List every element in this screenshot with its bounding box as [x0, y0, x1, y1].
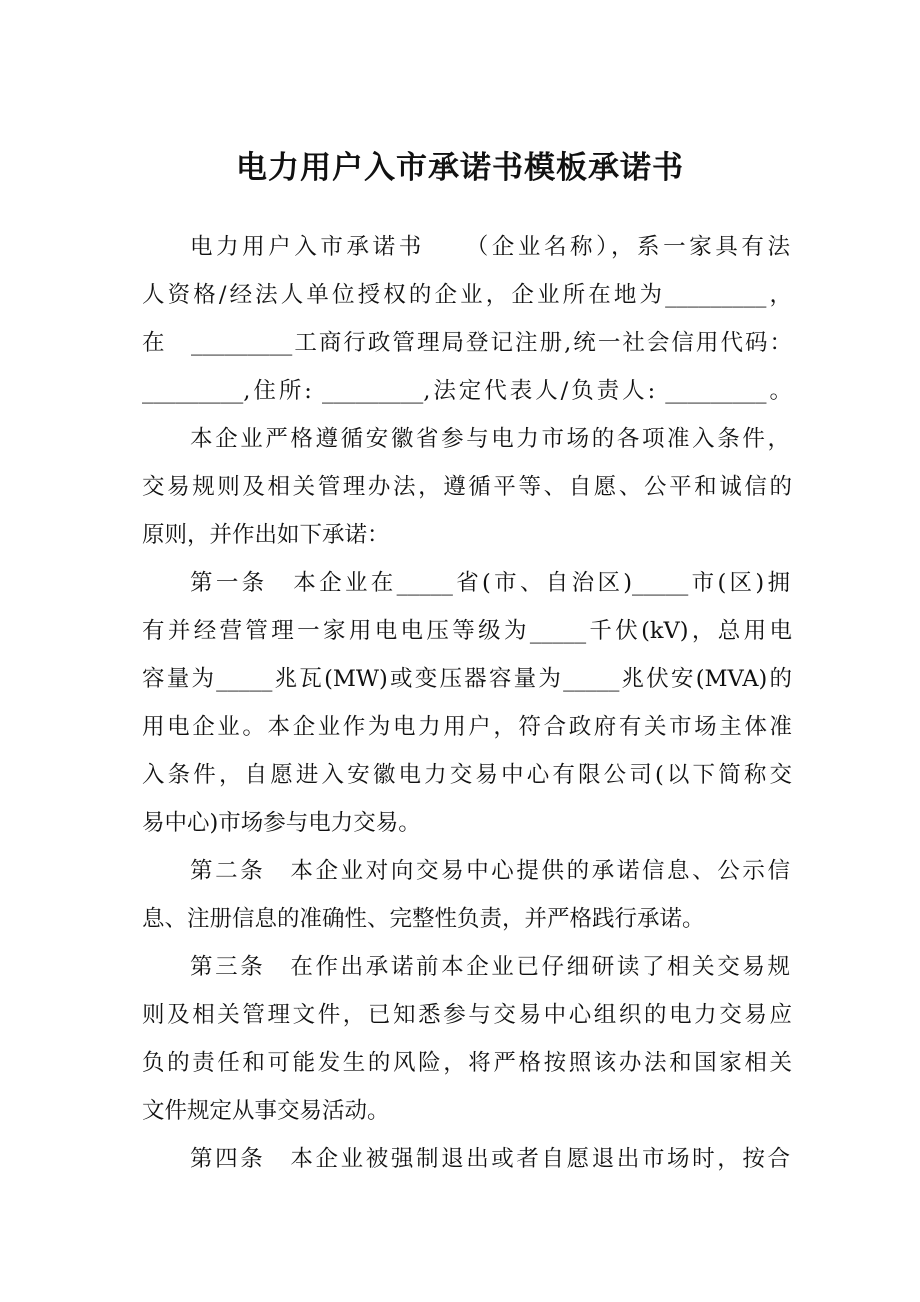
article-line: 容量为_____兆瓦(MW)或变压器容量为_____兆伏安(MVA)的	[142, 666, 792, 692]
article-line: 用电企业。本企业作为电力用户，符合政府有关市场主体准	[142, 714, 792, 740]
article-line: 第四条 本企业被强制退出或者自愿退出市场时，按合	[190, 1146, 790, 1172]
article-line: 第二条 本企业对向交易中心提供的承诺信息、公示信	[190, 858, 790, 884]
paragraph-line: 本企业严格遵循安徽省参与电力市场的各项准入条件，	[190, 426, 790, 452]
paragraph-line: 人资格/经法人单位授权的企业，企业所在地为_________，	[142, 282, 792, 308]
article-line: 有并经营管理一家用电电压等级为_____千伏(kV)，总用电	[142, 618, 792, 644]
article-line: 第一条 本企业在_____省(市、自治区)_____市(区)拥	[190, 570, 790, 596]
article-line: 入条件，自愿进入安徽电力交易中心有限公司(以下简称交	[142, 762, 792, 788]
paragraph-line: 原则，并作出如下承诺：	[142, 522, 390, 548]
article-line: 易中心)市场参与电力交易。	[142, 810, 421, 836]
document-title: 电力用户入市承诺书模板承诺书	[236, 150, 684, 186]
article-line: 第三条 在作出承诺前本企业已仔细研读了相关交易规	[190, 954, 790, 980]
article-line: 息、注册信息的准确性、完整性负责，并严格践行承诺。	[142, 906, 705, 932]
article-line: 文件规定从事交易活动。	[142, 1098, 390, 1124]
paragraph-line: 在 _________工商行政管理局登记注册,统一社会信用代码：	[142, 330, 792, 356]
paragraph-line: 电力用户入市承诺书 （企业名称），系一家具有法	[190, 234, 790, 260]
paragraph-line: 交易规则及相关管理办法，遵循平等、自愿、公平和诚信的	[142, 474, 792, 500]
paragraph-line: _________,住所: _________,法定代表人/负责人: _________。	[142, 378, 792, 404]
article-line: 负的责任和可能发生的风险，将严格按照该办法和国家相关	[142, 1050, 792, 1076]
article-line: 则及相关管理文件，已知悉参与交易中心组织的电力交易应	[142, 1002, 792, 1028]
